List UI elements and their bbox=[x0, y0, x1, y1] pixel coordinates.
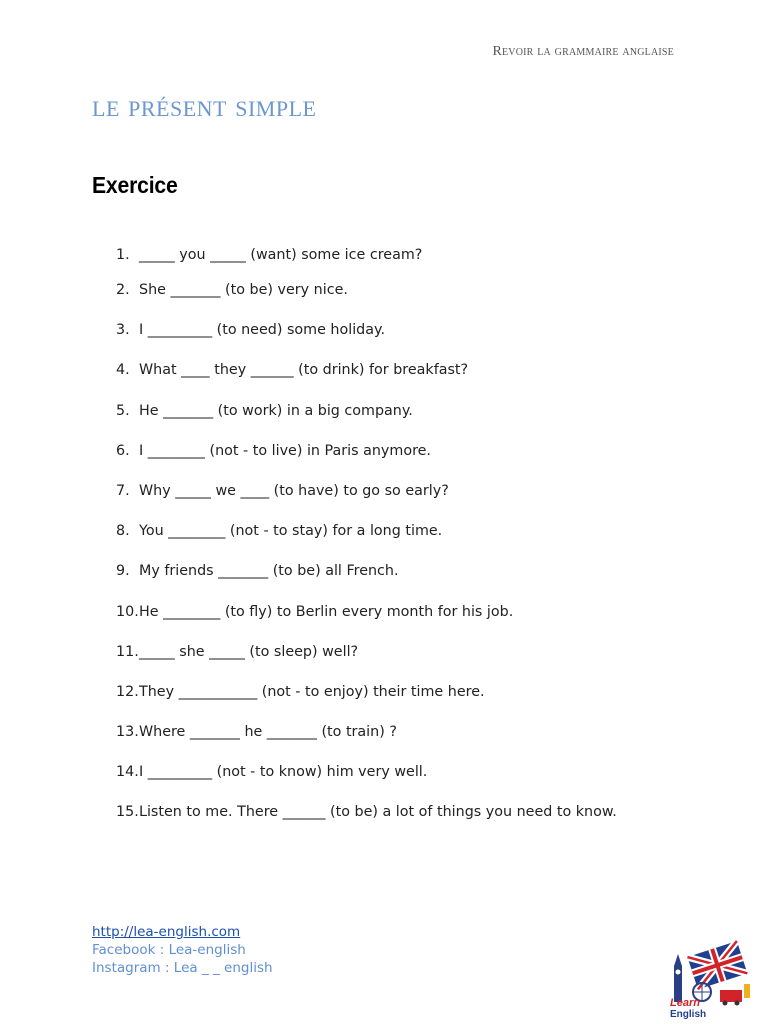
exercise-item bbox=[116, 724, 716, 764]
exercise-item bbox=[116, 403, 716, 443]
exercise-number: 12. bbox=[116, 683, 139, 700]
exercise-number: 11. bbox=[116, 643, 139, 660]
exercise-text: I ________ (not - to live) in Paris anymore. bbox=[139, 442, 431, 459]
exercise-number: 3. bbox=[116, 322, 130, 339]
exercise-number: 1. bbox=[116, 247, 130, 263]
exercise-number: 6. bbox=[116, 442, 130, 459]
exercise-list bbox=[116, 247, 716, 845]
exercise-item bbox=[116, 684, 716, 724]
exercise-item bbox=[116, 443, 716, 483]
exercise-number: 5. bbox=[116, 402, 130, 419]
exercise-text: He _______ (to work) in a big company. bbox=[139, 402, 413, 419]
website-link[interactable]: http://lea-english.com bbox=[92, 924, 241, 940]
exercise-number: 8. bbox=[116, 523, 130, 540]
exercise-item bbox=[116, 604, 716, 644]
learn-english-logo bbox=[662, 940, 754, 1020]
exercise-text: What ____ they ______ (to drink) for breakfast? bbox=[139, 362, 469, 379]
exercise-item bbox=[116, 483, 716, 523]
exercise-text: _____ she _____ (to sleep) well? bbox=[139, 643, 359, 660]
exercise-text: Where _______ he _______ (to train) ? bbox=[139, 724, 397, 741]
exercise-number: 7. bbox=[116, 482, 130, 499]
exercise-number: 13. bbox=[116, 724, 139, 741]
exercise-item bbox=[116, 644, 716, 684]
exercise-item bbox=[116, 322, 716, 362]
exercise-item bbox=[116, 804, 716, 844]
exercise-number: 4. bbox=[116, 362, 130, 379]
exercise-number: 15. bbox=[116, 804, 139, 821]
exercise-number: 10. bbox=[116, 603, 139, 620]
instagram-line: Instagram : Lea _ _ english bbox=[92, 960, 273, 976]
section-heading: Exercice bbox=[92, 172, 178, 198]
exercise-text: Why _____ we ____ (to have) to go so early? bbox=[139, 482, 449, 499]
exercise-text: He ________ (to fly) to Berlin every month for his job. bbox=[139, 603, 514, 620]
flag-icon bbox=[687, 941, 747, 989]
exercise-item bbox=[116, 563, 716, 603]
exercise-text: You ________ (not - to stay) for a long time. bbox=[139, 523, 443, 540]
exercise-text: They ___________ (not - to enjoy) their time here. bbox=[139, 683, 485, 700]
exercise-item bbox=[116, 764, 716, 804]
exercise-item bbox=[116, 523, 716, 563]
exercise-text: Listen to me. There ______ (to be) a lot of things you need to know. bbox=[139, 804, 617, 821]
exercise-item bbox=[116, 247, 716, 282]
footer bbox=[92, 923, 273, 977]
logo-text-bottom: English bbox=[670, 1009, 707, 1020]
exercise-text: My friends _______ (to be) all French. bbox=[139, 563, 399, 580]
logo-text-top: Learn bbox=[670, 997, 700, 1009]
facebook-line: Facebook : Lea-english bbox=[92, 942, 246, 958]
exercise-number: 14. bbox=[116, 764, 139, 781]
exercise-text: She _______ (to be) very nice. bbox=[139, 282, 348, 298]
exercise-text: I _________ (to need) some holiday. bbox=[139, 322, 385, 339]
exercise-number: 9. bbox=[116, 563, 130, 580]
exercise-item bbox=[116, 362, 716, 402]
exercise-number: 2. bbox=[116, 282, 130, 298]
exercise-text: I _________ (not - to know) him very well. bbox=[139, 764, 428, 781]
exercise-item bbox=[116, 282, 716, 322]
header-note: Revoir la grammaire anglaise bbox=[492, 44, 674, 59]
document-title: le présent simple bbox=[92, 88, 317, 123]
exercise-text: _____ you _____ (want) some ice cream? bbox=[139, 247, 423, 263]
